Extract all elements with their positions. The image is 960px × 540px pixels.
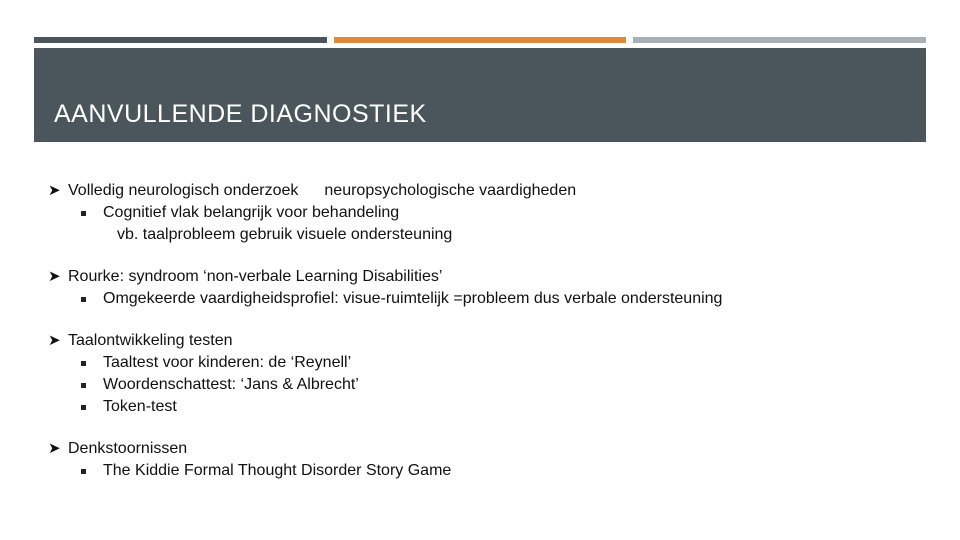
sub-bullet-item	[48, 202, 928, 224]
square-bullet-icon	[81, 297, 86, 302]
square-bullet-icon	[81, 383, 86, 388]
sub-bullet-item	[48, 352, 928, 374]
sub-bullet-item	[48, 396, 928, 418]
sub-bullet-text: Cognitief vlak belangrijk voor behandeling	[103, 204, 400, 221]
arrow-bullet-icon: ➤	[48, 332, 61, 349]
top-bar-orange	[334, 37, 626, 43]
sub-bullet-text: Woordenschattest: ‘Jans & Albrecht’	[103, 376, 359, 393]
sub-bullet-text: The Kiddie Formal Thought Disorder Story Game	[103, 462, 452, 479]
square-bullet-icon	[81, 211, 86, 216]
sub-bullet-text: Token-test	[103, 398, 177, 415]
sub-bullet-text: Taaltest voor kinderen: de ‘Reynell’	[103, 354, 352, 371]
bullet-text: Denkstoornissen	[68, 440, 188, 457]
top-bar-dark	[34, 37, 327, 43]
sub-bullet-continuation: vb. taalprobleem gebruik visuele ondersteuning	[117, 226, 453, 243]
square-bullet-icon	[81, 361, 86, 366]
bullet-text: Taalontwikkeling testen	[68, 332, 233, 349]
bullet-group-3	[48, 330, 928, 418]
title-band	[34, 48, 926, 142]
arrow-bullet-icon: ➤	[48, 268, 61, 285]
bullet-item	[48, 180, 928, 202]
sub-bullet-item	[48, 288, 928, 310]
sub-bullet-item	[48, 460, 928, 482]
square-bullet-icon	[81, 469, 86, 474]
slide-content	[48, 180, 928, 502]
bullet-item	[48, 330, 928, 352]
square-bullet-icon	[81, 405, 86, 410]
bullet-text-continuation: neuropsychologische vaardigheden	[324, 182, 577, 199]
sub-bullet-item	[48, 374, 928, 396]
slide-title: AANVULLENDE DIAGNOSTIEK	[54, 100, 427, 128]
bullet-group-2	[48, 266, 928, 310]
sub-bullet-text: Omgekeerde vaardigheidsprofiel: visue-ruimtelijk =probleem dus verbale ondersteuning	[103, 290, 723, 307]
arrow-bullet-icon: ➤	[48, 440, 61, 457]
arrow-bullet-icon: ➤	[48, 182, 61, 199]
bullet-group-1	[48, 180, 928, 246]
bullet-text: Rourke: syndroom ‘non-verbale Learning Disabilities’	[68, 268, 443, 285]
bullet-group-4	[48, 438, 928, 482]
bullet-text: Volledig neurologisch onderzoek	[68, 182, 299, 199]
bullet-item	[48, 266, 928, 288]
bullet-item	[48, 438, 928, 460]
top-bar-light	[633, 37, 926, 43]
